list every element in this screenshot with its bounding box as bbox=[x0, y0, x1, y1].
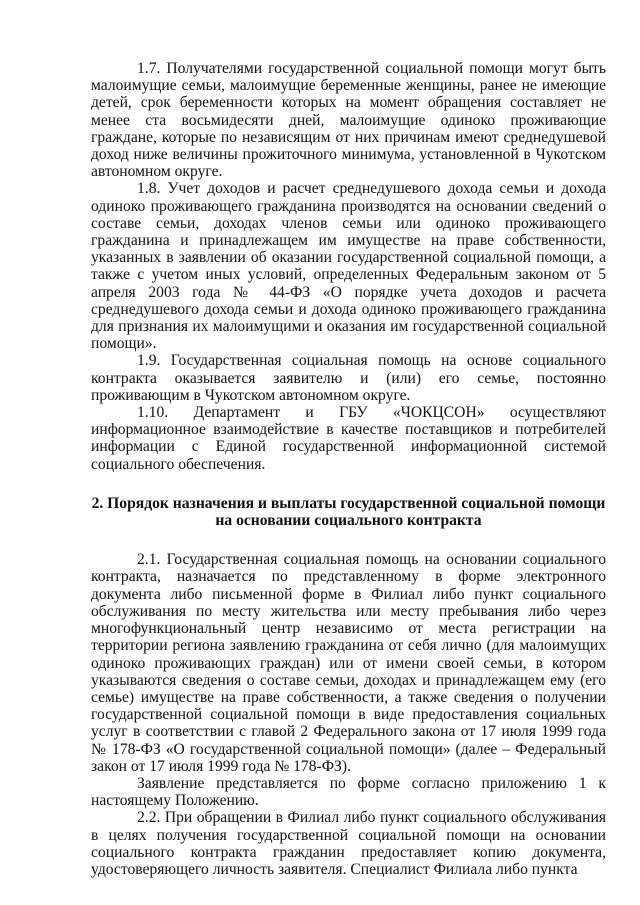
paragraph-2-2: 2.2. При обращении в Филиал либо пункт социального обслуживания в целях получения государственной социальной помощи на основании социального контракта гражданин предоставляет копию документа, удостоверяющего личность заявителя. Специалист Филиала либо пункта bbox=[91, 809, 606, 878]
paragraph-application-form: Заявление представляется по форме согласно приложению 1 к настоящему Положению. bbox=[91, 774, 606, 810]
paragraph-1-9: 1.9. Государственная социальная помощь на основе социального контракта оказывается заявителю и (или) его семье, постоянно проживающим в Чукотском автономном округе. bbox=[91, 352, 606, 404]
paragraph-1-8: 1.8. Учет доходов и расчет среднедушевого дохода семьи и дохода одиноко проживающего гражданина производятся на основании сведений о составе семьи, доходах членов семьи или одиноко проживающего гражданина и принадлежащем им имуществе на праве собственности, указанных в заявлении об оказании государственной социальной помощи, а также с учетом иных условий, определенных Федеральным законом от 5 апреля 2003 года № 44-ФЗ «О порядке учета доходов и расчета среднедушевого дохода семьи и дохода одиноко проживающего гражданина для признания их малоимущими и оказания им государственной социальной помощи». bbox=[91, 180, 606, 353]
paragraph-1-7: 1.7. Получателями государственной социальной помощи могут быть малоимущие семьи, малоимущие беременные женщины, ранее не имеющие детей, срок беременности которых на момент обращения составляет не менее ста восьмидесяти дней, малоимущие одиноко проживающие граждане, которые по независящим от них причинам имеют среднедушевой доход ниже величины прожиточного минимума, установленной в Чукотском автономном округе. bbox=[91, 60, 606, 181]
paragraph-2-1: 2.1. Государственная социальная помощь на основании социального контракта, назначается по представленному в форме электронного документа либо письменной форме в Филиал либо пункт социального обслуживания по месту жительства или месту пребывания либо через многофункциональный центр независимо от места регистрации на территории региона заявлению гражданина от себя лично (для малоимущих одиноко проживающих граждан) или от имени своей семьи, в котором указываются сведения о составе семьи, доходах и принадлежащем ему (его семье) имуществе на праве собственности, а также сведения о получении государственной социальной помощи в виде предоставления социальных услуг в соответствии с главой 2 Федерального закона от 17 июля 1999 года № 178-ФЗ «О государственной социальной помощи» (далее – Федеральный закон от 17 июля 1999 года № 178-ФЗ). bbox=[91, 551, 606, 775]
paragraph-1-10: 1.10. Департамент и ГБУ «ЧОКЦСОН» осуществляют информационное взаимодействие в качестве поставщиков и потребителей информации с Единой государственной информационной системой социального обеспечения. bbox=[91, 404, 606, 473]
section-heading: 2. Порядок назначения и выплаты государственной социальной помощи на основании социального контракта bbox=[91, 494, 606, 530]
